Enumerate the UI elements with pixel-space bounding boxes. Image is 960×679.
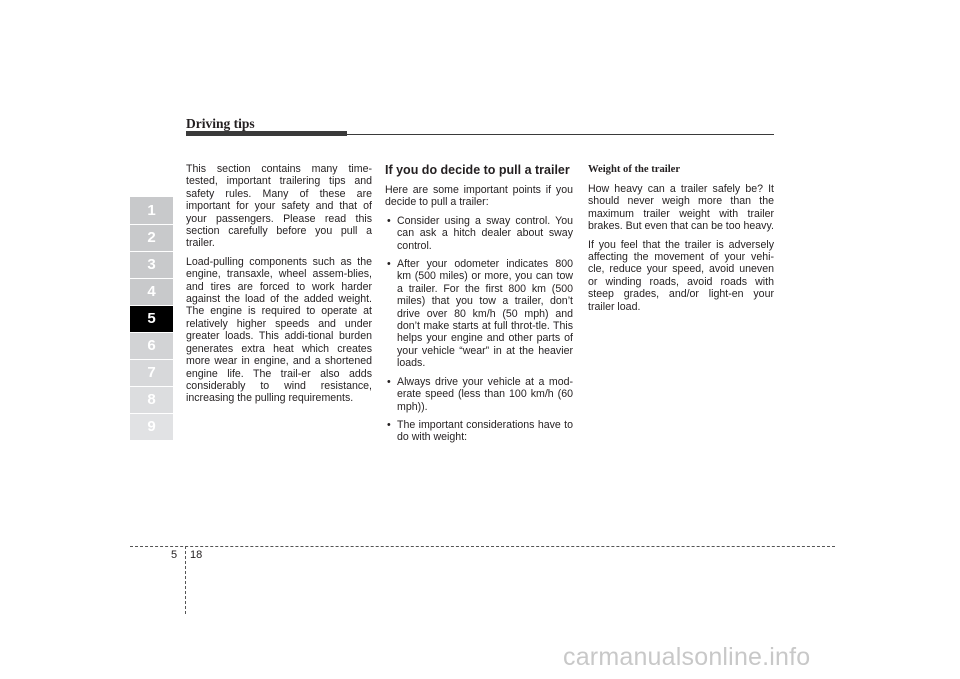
list-item: [385, 376, 573, 413]
section-title: Driving tips: [186, 116, 255, 131]
chapter-tab-5-active[interactable]: 5: [130, 306, 173, 332]
tips-list: [385, 215, 573, 444]
list-item-text: The important considerations have to do with weight:: [397, 418, 573, 444]
watermark: carmanualsonline.info: [563, 643, 811, 671]
bullet-icon: •: [387, 258, 391, 271]
page-number: 18: [190, 549, 203, 561]
chapter-tab-8[interactable]: 8: [130, 387, 173, 413]
bullet-icon: •: [387, 375, 391, 388]
chapter-tab-2[interactable]: 2: [130, 225, 173, 251]
chapter-tab-9[interactable]: 9: [130, 414, 173, 440]
chapter-tab-7[interactable]: 7: [130, 360, 173, 386]
section-heading: If you do decide to pull a trailer: [385, 163, 570, 177]
section-intro: Here are some important points if you decide to pull a trailer:: [385, 184, 573, 209]
column-1: [186, 163, 372, 411]
list-item: [385, 258, 573, 370]
list-item: [385, 419, 573, 444]
list-item: [385, 215, 573, 252]
chapter-tab-4[interactable]: 4: [130, 279, 173, 305]
list-item-text: After your odometer indicates 800 km (500 miles) or more, you can tow a trailer. For the first 800 km (500 miles) that you tow a trailer, don’t drive over 80 km/h (50 mph) and don’t make starts at full throt-tle. This helps your engine and other parts of your vehicle “wear” in at the heavier loads.: [397, 258, 573, 370]
load-paragraph: Load-pulling components such as the engine, transaxle, wheel assem-blies, and tires are forced to work harder against the load of the added weight. The engine is required to operate at relatively higher speeds and under greater loads. This addi-tional burden generates extra heat which creates more wear in engine, and a shortened engine life. The trail-er also adds considerably to wind resistance, increasing the pulling requirements.: [186, 255, 372, 405]
weight-paragraph-2: If you feel that the trailer is adversely affecting the movement of your vehi-cle, reduce your speed, avoid uneven or winding roads, avoid roads with steep grades, and/or light-en your trailer load.: [588, 238, 774, 313]
bullet-icon: •: [387, 418, 391, 431]
subsection-heading: Weight of the trailer: [588, 164, 681, 175]
footer-divider: [185, 546, 186, 614]
footer-rule: [130, 546, 835, 547]
chapter-tabs: [130, 197, 173, 441]
header-rule: [347, 134, 774, 135]
list-item-text: Always drive your vehicle at a mod-erate speed (less than 100 km/h (60 mph)).: [397, 375, 573, 413]
list-item-text: Consider using a sway control. You can ask a hitch dealer about sway control.: [397, 214, 573, 252]
bullet-icon: •: [387, 214, 391, 227]
column-3: [588, 163, 774, 319]
chapter-tab-6[interactable]: 6: [130, 333, 173, 359]
intro-paragraph: This section contains many time-tested, important trailering tips and safety rules. Many of these are important for your safety and that of your passengers. Please read this section carefully before you pull a trailer.: [186, 163, 372, 250]
weight-paragraph-1: How heavy can a trailer safely be? It should never weigh more than the maximum trailer weight with trailer brakes. But even that can be too heavy.: [588, 183, 774, 233]
column-2: [385, 163, 573, 450]
page-chapter-number: 5: [171, 549, 178, 561]
header-bar: [186, 131, 347, 136]
chapter-tab-1[interactable]: 1: [130, 197, 173, 224]
chapter-tab-3[interactable]: 3: [130, 252, 173, 278]
